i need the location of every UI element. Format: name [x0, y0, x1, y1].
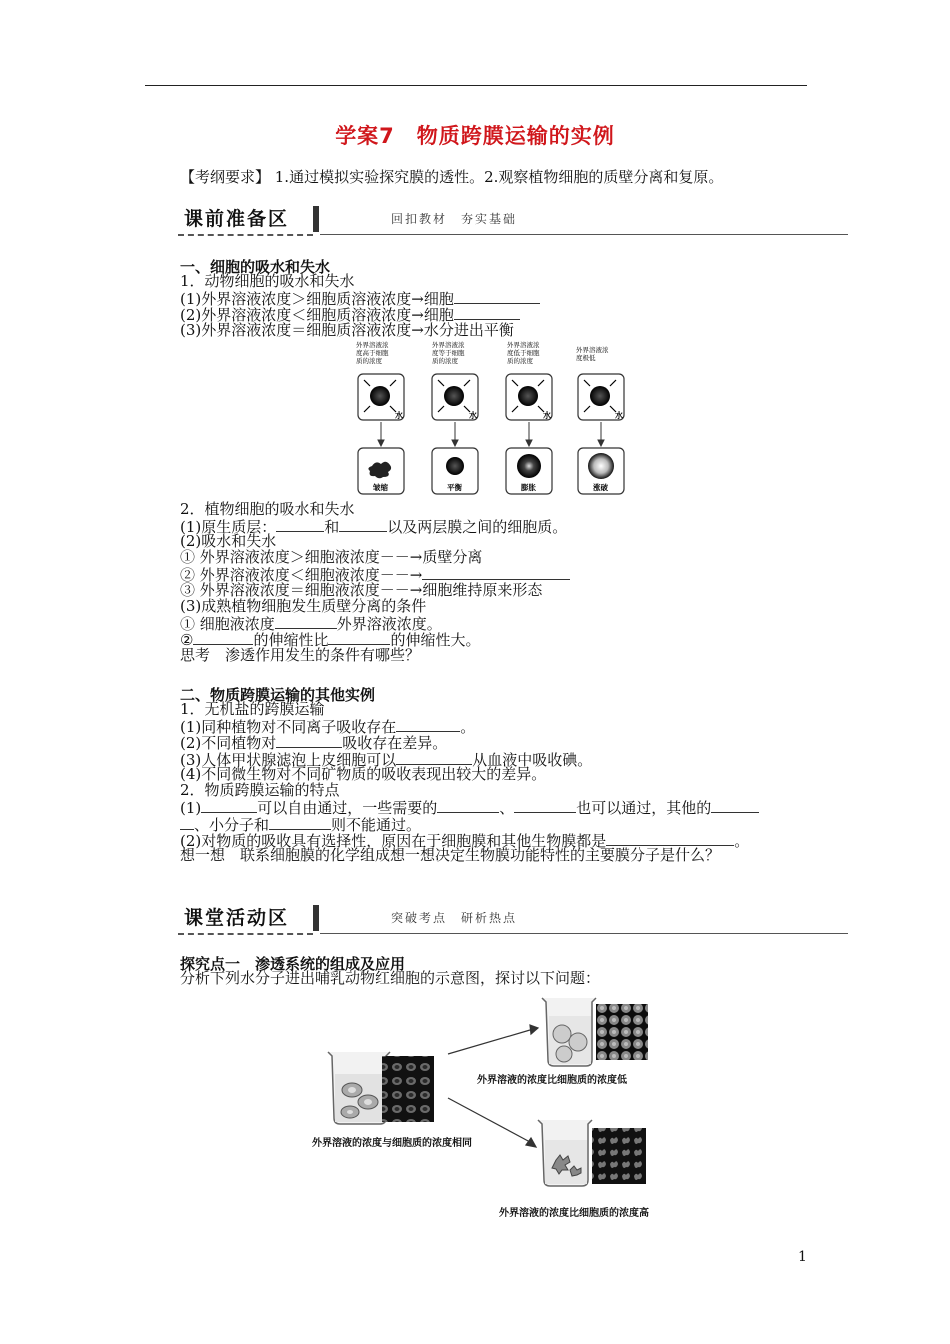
think-question: 思考 渗透作用发生的条件有哪些？ [180, 646, 421, 664]
fig-label-verylow: 外界溶液浓 [576, 346, 609, 354]
fig-label-high: 度高于细胞 [356, 349, 389, 357]
answer-blank[interactable] [276, 733, 342, 748]
fig-label-high: 外界溶液浓 [356, 341, 389, 349]
section-heading: 探究点一 渗透系统的组成及应用 [180, 955, 406, 973]
fig-label-low: 度低于细胞 [507, 349, 540, 357]
banner-bar [313, 206, 319, 232]
answer-blank[interactable] [396, 717, 460, 732]
answer-blank[interactable] [269, 815, 331, 830]
text-line: (3)成熟植物细胞发生质壁分离的条件 [180, 597, 427, 615]
text-line: (1) 可以自由通过，一些需要的 、 也可以通过，其他的 [180, 798, 759, 816]
text-line: ② 外界溶液浓度＜细胞液浓度－－→ [180, 565, 570, 583]
text-line: (3)外界溶液浓度＝细胞质溶液浓度→水分进出平衡 [180, 321, 514, 339]
exam-requirement: 【考纲要求】 1.通过模拟实验探究膜的透性。2.观察植物细胞的质壁分离和复原。 [180, 168, 724, 186]
result-label: 膨胀 [521, 483, 536, 492]
balanced-cell-icon [446, 457, 464, 475]
cell-icon [590, 386, 610, 406]
fig-label-equal: 度等于细胞 [432, 349, 465, 357]
cell-icon [444, 386, 464, 406]
text-line: 1．动物细胞的吸水和失水 [180, 272, 355, 290]
water-label: 水 [615, 411, 623, 420]
swollen-cell-icon [517, 454, 541, 478]
answer-blank[interactable] [606, 831, 734, 846]
text-line: (4)不同微生物对不同矿物质的吸收表现出较大的差异。 [180, 765, 547, 783]
water-label: 水 [469, 411, 477, 420]
text-line: 、小分子和 则不能通过。 [180, 815, 421, 833]
text-line: (2)不同植物对 吸收存在差异。 [180, 734, 448, 752]
banner-rule [320, 933, 848, 934]
text-line: 2．物质跨膜运输的特点 [180, 781, 340, 799]
beaker-same [328, 1052, 390, 1124]
cell-icon [370, 386, 390, 406]
burst-cell-icon [588, 453, 614, 479]
page-number: 1 [798, 1249, 807, 1265]
answer-blank[interactable] [328, 630, 390, 645]
answer-blank[interactable] [454, 305, 520, 320]
text-line: (1)同种植物对不同离子吸收存在 。 [180, 718, 476, 736]
result-label: 涨破 [593, 483, 608, 492]
answer-blank[interactable] [276, 517, 324, 532]
text-line: 1．无机盐的跨膜运输 [180, 700, 325, 718]
fig-label-equal: 外界溶液浓 [432, 341, 465, 349]
banner-subtitle: 回扣教材 夯实基础 [391, 212, 518, 226]
answer-blank[interactable] [339, 517, 387, 532]
text-line: (1)外界溶液浓度＞细胞质溶液浓度→细胞 [180, 289, 540, 307]
section-banner-prep [178, 206, 848, 236]
banner-rule [320, 234, 848, 235]
text-line: ③ 外界溶液浓度＝细胞液浓度－－→细胞维持原来形态 [180, 581, 543, 599]
text-line: 2．植物细胞的吸水和失水 [180, 500, 355, 518]
answer-blank[interactable] [437, 798, 499, 813]
banner-bar [313, 905, 319, 931]
section-heading: 二、物质跨膜运输的其他实例 [180, 686, 376, 704]
beaker-low [542, 998, 596, 1066]
header-rule [145, 85, 807, 86]
fig-label-low: 外界溶液浓 [507, 341, 540, 349]
text-line: (2)对物质的吸收具有选择性，原因在于细胞膜和其他生物膜都是 。 [180, 832, 750, 850]
banner-subtitle: 突破考点 研析热点 [391, 911, 518, 925]
text-line: (3)人体甲状腺滤泡上皮细胞可以 从血液中吸收碘。 [180, 751, 593, 769]
fig-label-verylow: 度极低 [576, 354, 596, 362]
result-label: 平衡 [447, 483, 462, 492]
micrograph-high [592, 1128, 646, 1184]
micrograph-low [596, 1004, 648, 1060]
answer-blank[interactable] [711, 798, 759, 813]
text-line: ② 的伸缩性比 的伸缩性大。 [180, 631, 481, 649]
section-banner-class [178, 905, 848, 935]
cell-icon [518, 386, 538, 406]
text-line: (2)吸水和失水 [180, 532, 277, 550]
text-line: (1)原生质层： 和 以及两层膜之间的细胞质。 [180, 518, 568, 536]
fig-label-high: 质的浓度 [356, 357, 382, 365]
water-label: 水 [543, 411, 551, 420]
banner-dash [178, 234, 313, 236]
beaker-high [538, 1120, 592, 1186]
answer-blank[interactable] [454, 289, 540, 304]
answer-blank[interactable] [422, 565, 570, 580]
think-question: 想一想 联系细胞膜的化学组成想一想决定生物膜功能特性的主要膜分子是什么？ [180, 846, 721, 864]
answer-blank[interactable] [275, 614, 337, 629]
text-line: ① 外界溶液浓度＞细胞液浓度－－→质壁分离 [180, 548, 483, 566]
banner-label: 课堂活动区 [184, 907, 290, 929]
answer-blank[interactable] [180, 815, 194, 830]
micrograph-same [382, 1056, 434, 1122]
result-label: 皱缩 [373, 483, 388, 492]
animal-cell-figure [348, 338, 638, 498]
caption-same: 外界溶液的浓度与细胞质的浓度相同 [312, 1138, 472, 1149]
text-line: ① 细胞液浓度 外界溶液浓度。 [180, 615, 442, 633]
caption-high: 外界溶液的浓度比细胞质的浓度高 [499, 1208, 649, 1219]
water-label: 水 [395, 411, 403, 420]
fig-label-equal: 质的浓度 [432, 357, 458, 365]
answer-blank[interactable] [193, 630, 253, 645]
answer-blank[interactable] [201, 798, 257, 813]
caption-low: 外界溶液的浓度比细胞质的浓度低 [477, 1075, 627, 1086]
text-line: (2)外界溶液浓度＜细胞质溶液浓度→细胞 [180, 305, 520, 323]
text-line: 分析下列水分子进出哺乳动物红细胞的示意图，探讨以下问题： [180, 969, 601, 987]
banner-dash [178, 933, 313, 935]
answer-blank[interactable] [396, 750, 472, 765]
rbc-osmosis-figure [320, 990, 710, 1220]
answer-blank[interactable] [514, 798, 576, 813]
fig-label-low: 质的浓度 [507, 357, 533, 365]
section-heading: 一、细胞的吸水和失水 [180, 258, 331, 276]
page-title: 学案7 物质跨膜运输的实例 [335, 124, 615, 148]
banner-label: 课前准备区 [184, 208, 290, 230]
